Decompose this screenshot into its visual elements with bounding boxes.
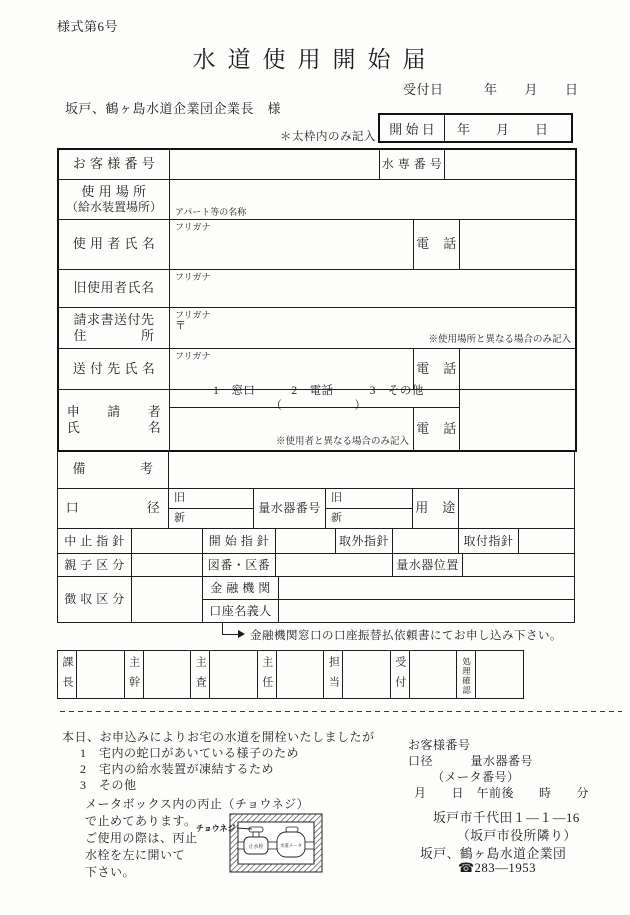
sendee-name-label: 送 付 先 氏 名 xyxy=(59,349,170,390)
reception-date-line: 受付日 年 月 日 xyxy=(403,82,579,97)
bank-note-arrowhead xyxy=(238,630,245,638)
usage-label: 用 途 xyxy=(413,489,459,529)
main-table-lower xyxy=(57,450,575,623)
user-phone-field[interactable] xyxy=(460,220,575,270)
billing-address-label: 請求書送付先 住 所 xyxy=(59,308,170,349)
opening-reason-1: 1 宅内の蛇口があいている様子のため xyxy=(80,746,300,760)
receipt-datetime: 月 日 午前後 時 分 xyxy=(414,786,590,800)
customer-number-field[interactable] xyxy=(170,150,380,180)
water-meter-label: 水道メータ xyxy=(280,843,302,848)
postal-mark: 〒 xyxy=(175,320,187,332)
user-name-field[interactable] xyxy=(170,220,414,270)
stop-reading-label: 中 止 指 針 xyxy=(58,529,132,554)
customer-number-label: お 客 様 番 号 xyxy=(59,150,170,180)
zuban-field[interactable] xyxy=(276,554,393,577)
meter-note-line-4: 水栓を左に開いて xyxy=(85,848,186,862)
bank-label: 金 融 機 関 xyxy=(203,577,279,600)
stamp-label-shunin: 主任 xyxy=(258,651,277,698)
issuer-address-line-2: （坂戸市役所隣り） xyxy=(457,829,577,843)
receipt-meter-paren: （メータ番号） xyxy=(432,770,520,784)
bank-note-arrow xyxy=(222,622,239,635)
note-user-diff: ※使用者と異なる場合のみ記入 xyxy=(275,437,409,448)
account-holder-label: 口座名義人 xyxy=(203,600,279,622)
main-table-upper xyxy=(57,148,577,452)
furigana-label: フリガナ xyxy=(175,222,211,232)
apply-method-options[interactable]: 1 窓口 2 電話 3 その他（ ） xyxy=(170,390,460,408)
receipt-diameter-meter: 口径 量水器番号 xyxy=(408,754,534,768)
meter-old-field[interactable]: 旧 xyxy=(326,489,412,509)
note-place-diff: ※使用場所と異なる場合のみ記入 xyxy=(428,335,571,346)
usage-field[interactable] xyxy=(459,489,574,529)
billing-address-field[interactable] xyxy=(170,308,575,349)
removal-reading-label: 取外指針 xyxy=(336,529,393,554)
stamp-field-kacho[interactable] xyxy=(77,651,125,698)
receipt-customer-number: お客様番号 xyxy=(408,738,471,752)
stamp-field-shunin[interactable] xyxy=(277,651,325,698)
removal-reading-field[interactable] xyxy=(393,529,459,554)
collection-label: 徴 収 区 分 xyxy=(58,577,132,622)
remarks-field[interactable] xyxy=(169,450,574,489)
water-senyo-label: 水 専 番 号 xyxy=(380,150,445,180)
bank-note: 金融機関窓口の口座振替払依頼書にてお申し込み下さい。 xyxy=(250,630,562,642)
page-title: 水道使用開始届 xyxy=(192,47,438,72)
form-number: 様式第6号 xyxy=(57,19,119,34)
parent-child-label: 親 子 区 分 xyxy=(58,554,132,577)
stamp-field-shukan[interactable] xyxy=(144,651,192,698)
stamp-label-tanto: 担当 xyxy=(324,651,343,698)
parent-child-field[interactable] xyxy=(132,554,203,577)
meter-position-field[interactable] xyxy=(463,554,574,577)
furigana-label: フリガナ xyxy=(175,310,211,320)
start-date-label: 開 始 日 xyxy=(380,115,445,141)
opening-reason-2: 2 宅内の給水装置が凍結するため xyxy=(80,762,275,776)
sendee-phone-field[interactable] xyxy=(460,349,575,390)
diameter-label: 口 径 xyxy=(58,489,169,529)
stamp-label-shorikakunin: 処理確認 xyxy=(457,651,476,698)
stop-reading-field[interactable] xyxy=(132,529,203,554)
stamp-field-shusa[interactable] xyxy=(210,651,258,698)
furigana-label: フリガナ xyxy=(175,272,211,282)
apartment-name-note: アパート等の名称 xyxy=(175,207,247,217)
start-date-field[interactable]: 年 月 日 xyxy=(457,121,549,137)
stamp-field-uketsuke[interactable] xyxy=(410,651,458,698)
stamp-label-uketsuke: 受付 xyxy=(391,651,410,698)
meter-position-label: 量水器位置 xyxy=(393,554,463,577)
attach-reading-label: 取付指針 xyxy=(459,529,519,554)
sendee-phone-label: 電 話 xyxy=(414,349,460,390)
old-user-name-field[interactable] xyxy=(170,270,575,308)
start-reading-field[interactable] xyxy=(276,529,336,554)
meter-note-line-3: ご使用の際は、丙止 xyxy=(85,831,198,845)
meter-old-new xyxy=(326,489,413,529)
collection-field[interactable] xyxy=(132,577,203,622)
issuer-phone: ☎283―1953 xyxy=(458,861,537,875)
start-date-box xyxy=(378,113,573,143)
opening-intro: 本日、お申込みによりお宅の水道を開栓いたしましたが xyxy=(62,730,375,744)
attach-reading-field[interactable] xyxy=(519,529,574,554)
water-senyo-field[interactable] xyxy=(445,150,575,180)
valve-handle xyxy=(249,827,263,832)
meter-note-line-1: メータボックス内の丙止（チョウネジ） xyxy=(85,797,310,811)
zuban-label: 図番・区番 xyxy=(203,554,276,577)
stamp-label-kacho: 課長 xyxy=(58,651,77,698)
addressee: 坂戸、鶴ヶ島水道企業団企業長 様 xyxy=(65,101,282,116)
diameter-old-new xyxy=(169,489,254,529)
diameter-old-field[interactable]: 旧 xyxy=(169,489,253,509)
meter-box-diagram xyxy=(196,804,328,878)
bank-field[interactable] xyxy=(279,577,574,600)
bold-frame-note: ＊太枠内のみ記入 xyxy=(280,131,376,143)
old-user-name-label: 旧使用者氏名 xyxy=(59,270,170,308)
meter-number-label: 量水器番号 xyxy=(254,489,326,529)
meter-note-line-2: で止めてあります。 xyxy=(85,814,197,828)
stamp-field-tanto[interactable] xyxy=(343,651,391,698)
cut-line xyxy=(60,711,622,712)
applicant-phone-field[interactable] xyxy=(460,390,575,450)
diameter-new-field[interactable]: 新 xyxy=(174,511,186,524)
approval-stamp-table xyxy=(57,650,524,699)
opening-reason-3: 3 その他 xyxy=(80,778,137,792)
stamp-field-shorikakunin[interactable] xyxy=(476,651,523,698)
applicant-name-label: 申 請 者 氏 名 xyxy=(59,390,170,450)
stamp-label-shusa: 主査 xyxy=(191,651,210,698)
use-place-field[interactable] xyxy=(170,180,575,220)
choneji-pointer-label: チョウネジ xyxy=(196,824,236,833)
user-name-label: 使 用 者 氏 名 xyxy=(59,220,170,270)
user-phone-label: 電 話 xyxy=(414,220,460,270)
use-place-label: 使 用 場 所 （給水装置場所） xyxy=(59,180,170,220)
start-reading-label: 開 始 指 針 xyxy=(203,529,276,554)
remarks-label: 備 考 xyxy=(58,450,169,489)
issuer-name: 坂戸、鶴ヶ島水道企業団 xyxy=(420,847,567,861)
applicant-name-field[interactable] xyxy=(170,408,414,450)
applicant-phone-label: 電 話 xyxy=(414,408,460,450)
account-holder-field[interactable] xyxy=(279,600,574,622)
meter-new-field[interactable]: 新 xyxy=(331,511,343,524)
stamp-label-shukan: 主幹 xyxy=(125,651,144,698)
issuer-address-line-1: 坂戸市千代田１―１―16 xyxy=(433,811,580,825)
meter-note-line-5: 下さい。 xyxy=(85,865,136,879)
stop-valve-label: 止水栓 xyxy=(248,845,264,850)
furigana-label: フリガナ xyxy=(175,351,211,361)
